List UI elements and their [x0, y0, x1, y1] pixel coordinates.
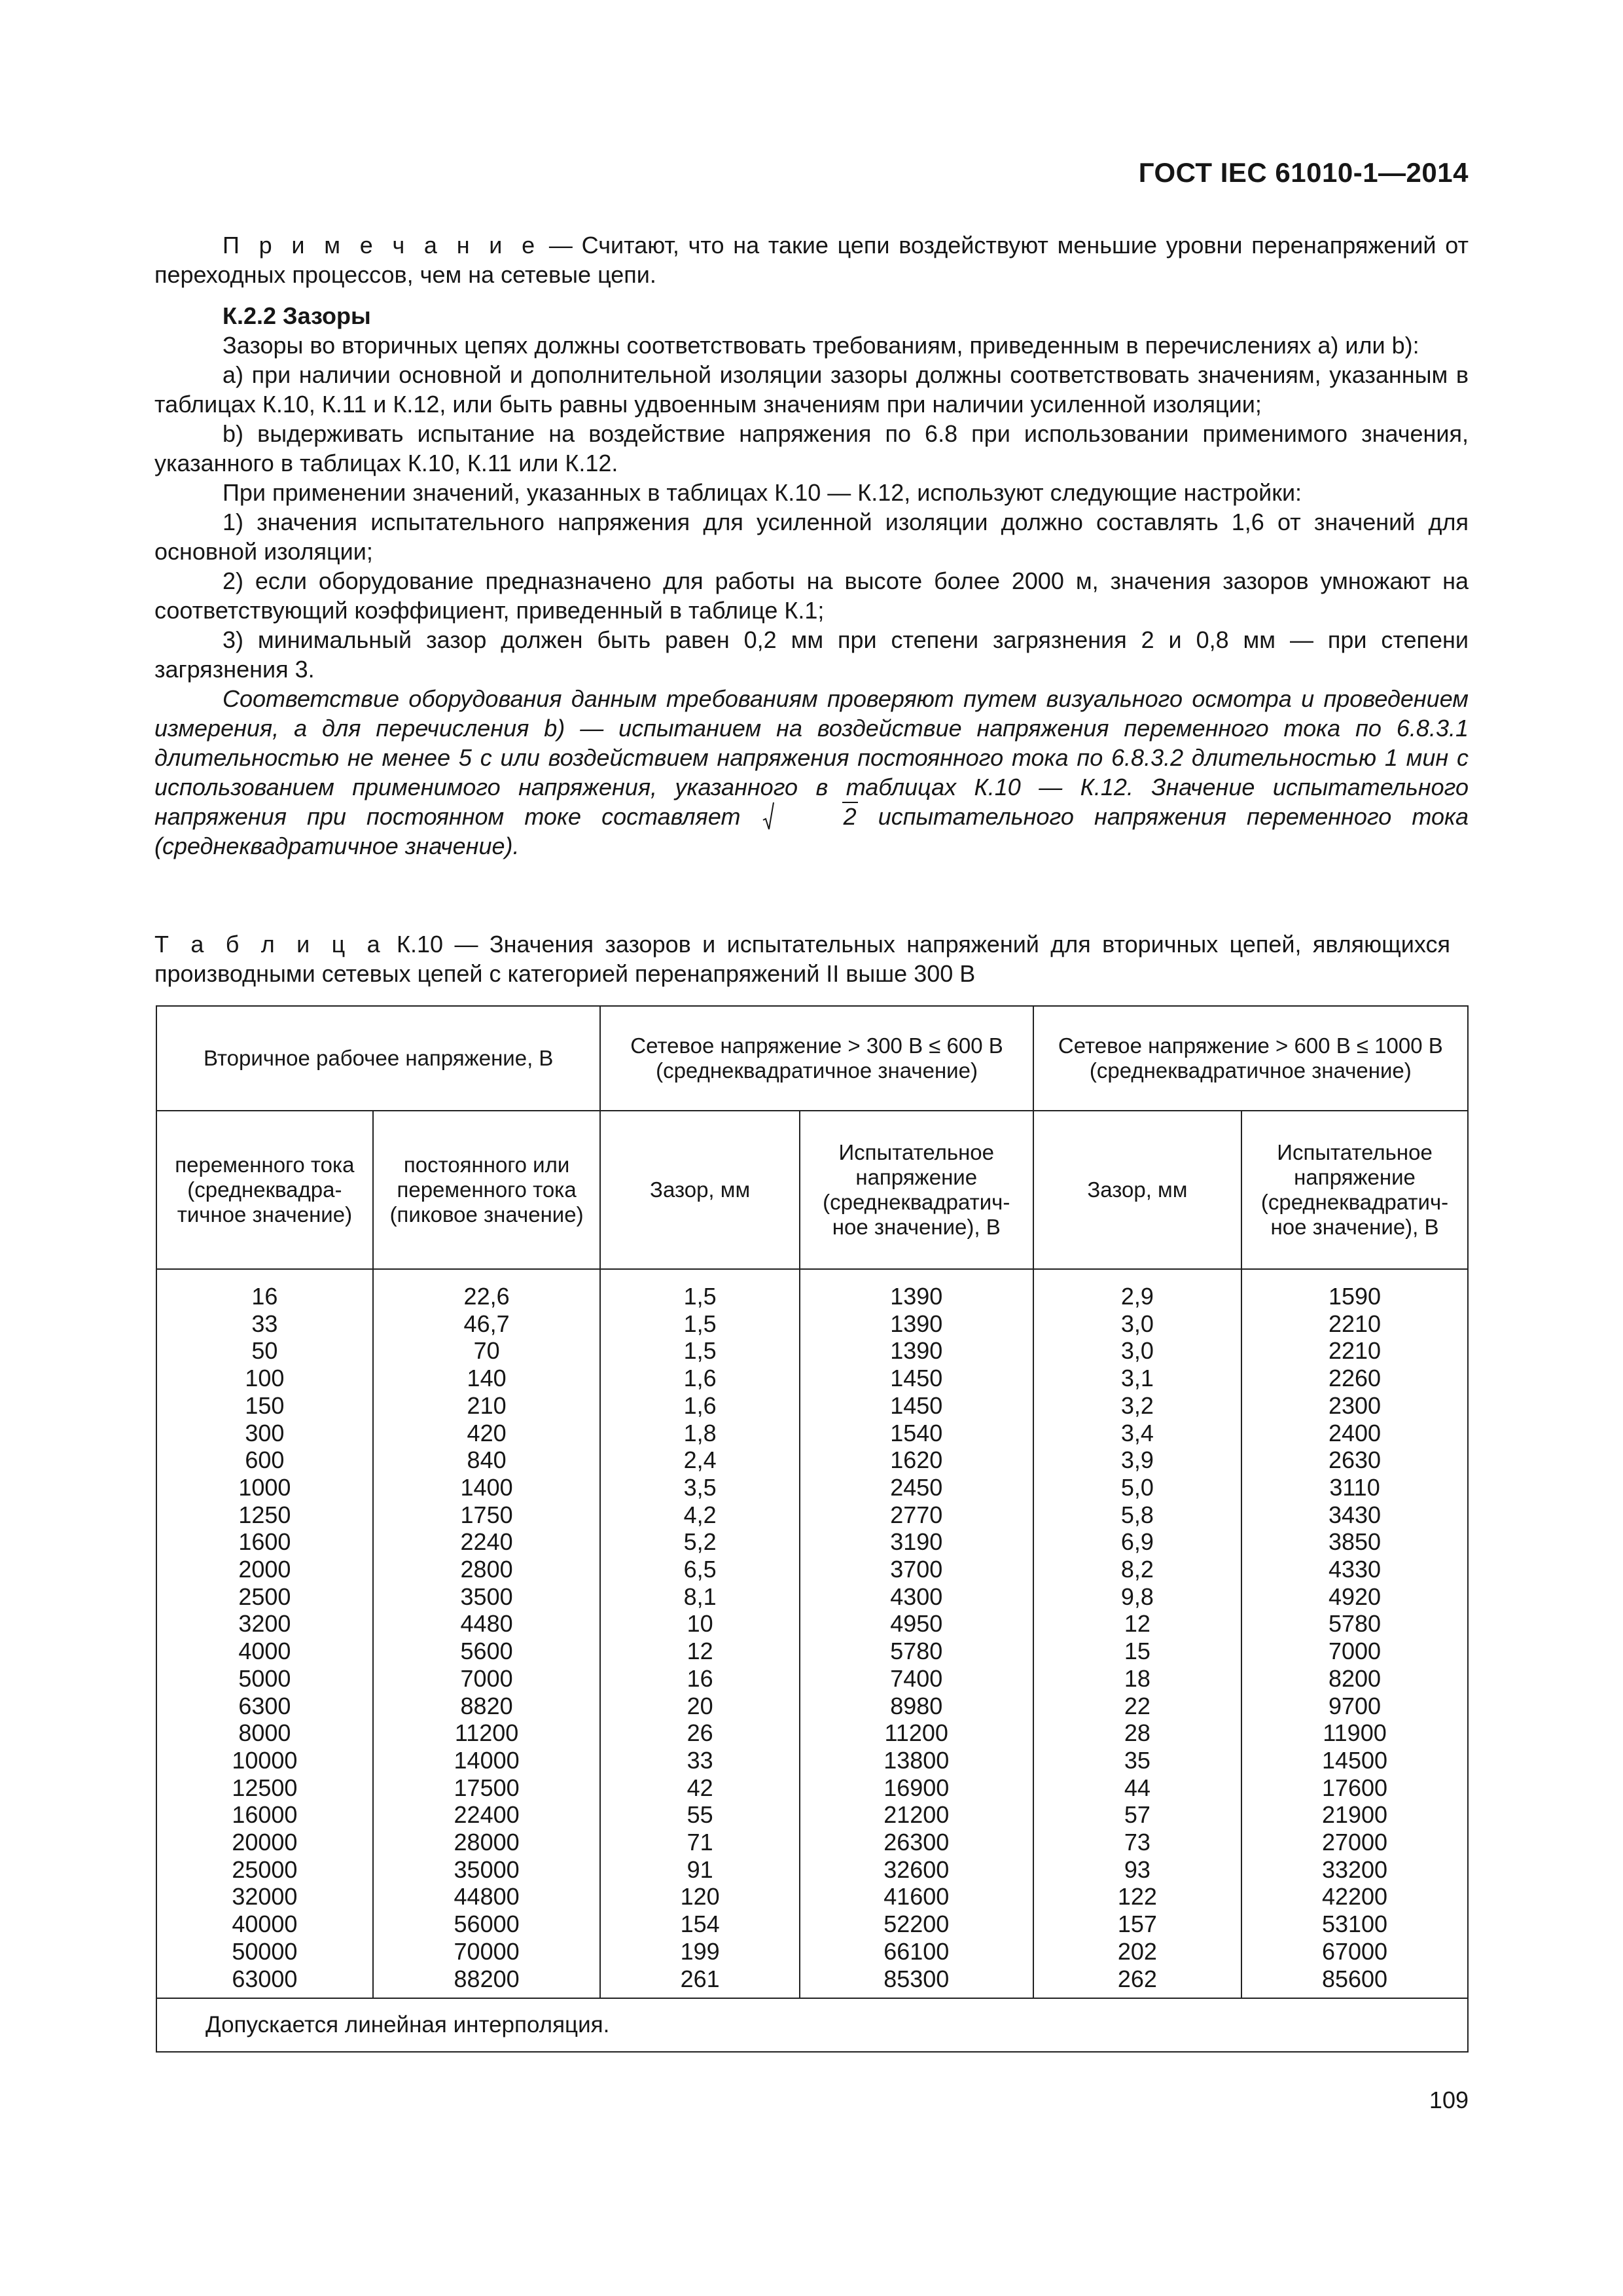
table-cell: 1,6 — [683, 1391, 717, 1419]
table-cell: 2630 — [1328, 1446, 1382, 1474]
body-text — [154, 230, 1469, 861]
table-cell: 12 — [687, 1638, 713, 1665]
table-cell: 40000 — [232, 1910, 298, 1938]
table-cell: 5,2 — [683, 1528, 717, 1556]
table-cell: 16 — [687, 1664, 713, 1692]
table-caption-text: К.10 — Значения зазоров и испытательных напряжений для вторичных цепей, являющихся производными сетевых цепей с категорией перенапряжений II выше 300 В — [154, 931, 1450, 987]
col-clearance-1-values — [600, 1269, 799, 1998]
table-cell: 1600 — [238, 1528, 291, 1556]
table-cell: 3110 — [1329, 1473, 1380, 1501]
sqrt-value: 2 — [843, 803, 857, 830]
clearance-table — [156, 1005, 1469, 2053]
table-cell: 14500 — [1321, 1746, 1388, 1774]
table-cell: 840 — [467, 1446, 507, 1474]
col-header-test-voltage-2: Испытательное напряжение (среднеквадратич-ное значение), В — [1241, 1111, 1468, 1269]
table-cell: 3,4 — [1120, 1419, 1154, 1446]
table-cell: 9700 — [1328, 1692, 1382, 1719]
sqrt-symbol — [762, 802, 858, 831]
table-cell: 140 — [467, 1365, 507, 1392]
table-cell: 5600 — [460, 1638, 513, 1665]
table-cell: 11900 — [1323, 1719, 1387, 1747]
paragraph: При применении значений, указанных в таблицах К.10 — К.12, используют следующие настройки: — [223, 479, 1302, 506]
table-cell: 11200 — [454, 1719, 519, 1747]
table-cell: 2500 — [238, 1583, 291, 1610]
table-cell: 56000 — [454, 1910, 520, 1938]
compliance-paragraph — [154, 684, 1469, 861]
paragraph: Зазоры во вторичных цепях должны соответствовать требованиям, приведенным в перечислениях а) или b): — [223, 332, 1419, 359]
table-cell: 26300 — [883, 1829, 950, 1856]
table-cell: 10000 — [232, 1746, 298, 1774]
table-cell: 3190 — [890, 1528, 943, 1556]
table-cell: 3,2 — [1120, 1391, 1154, 1419]
note-label: П р и м е ч а н и е — [223, 232, 541, 259]
table-cell: 8,1 — [683, 1583, 717, 1610]
table-cell: 18 — [1124, 1664, 1150, 1692]
table-cell: 6300 — [238, 1692, 291, 1719]
table-cell: 1,5 — [683, 1310, 717, 1337]
table-cell: 3200 — [238, 1610, 291, 1638]
table-cell: 50000 — [232, 1937, 298, 1965]
table-cell: 1,5 — [683, 1337, 717, 1365]
table-cell: 12500 — [232, 1774, 298, 1801]
table-cell: 20 — [687, 1692, 713, 1719]
table-cell: 33 — [687, 1746, 713, 1774]
col-header-clearance-1: Зазор, мм — [600, 1111, 799, 1269]
table-cell: 21900 — [1321, 1801, 1388, 1829]
table-cell: 4330 — [1328, 1556, 1382, 1583]
table-cell: 120 — [680, 1883, 720, 1910]
table-cell: 202 — [1117, 1937, 1157, 1965]
table-cell: 4300 — [890, 1583, 943, 1610]
table-cell: 2300 — [1328, 1391, 1382, 1419]
table-cell: 150 — [245, 1391, 285, 1419]
table-cell: 57 — [1124, 1801, 1150, 1829]
table-cell: 6,5 — [683, 1556, 717, 1583]
table-caption-label: Т а б л и ц а — [154, 931, 385, 958]
table-cell: 2450 — [890, 1473, 943, 1501]
table-cell: 16900 — [883, 1774, 950, 1801]
table-cell: 32600 — [883, 1856, 950, 1883]
table-cell: 420 — [467, 1419, 507, 1446]
table-cell: 4,2 — [683, 1501, 717, 1528]
paragraph: 2) если оборудование предназначено для работы на высоте более 2000 м, значения зазоров умножают на соответствующий коэффициент, приведенный в таблице К.1; — [154, 567, 1469, 624]
group-header-mains-600-1000: Сетевое напряжение > 600 В ≤ 1000 В (среднеквадратичное значение) — [1033, 1006, 1468, 1111]
table-cell: 1450 — [890, 1365, 943, 1392]
table-cell: 1000 — [238, 1473, 291, 1501]
table-cell: 7000 — [1328, 1638, 1382, 1665]
table-cell: 122 — [1117, 1883, 1157, 1910]
table-cell: 154 — [680, 1910, 720, 1938]
table-cell: 66100 — [883, 1937, 950, 1965]
table-cell: 42200 — [1321, 1883, 1388, 1910]
table-cell: 2210 — [1328, 1310, 1382, 1337]
table-cell: 100 — [245, 1365, 285, 1392]
table-cell: 8,2 — [1120, 1556, 1154, 1583]
table-cell: 53100 — [1321, 1910, 1388, 1938]
table-cell: 32000 — [232, 1883, 298, 1910]
table-cell: 12 — [1124, 1610, 1150, 1638]
table-cell: 300 — [245, 1419, 285, 1446]
table-cell: 5000 — [238, 1664, 291, 1692]
group-header-secondary-voltage: Вторичное рабочее напряжение, В — [156, 1006, 600, 1111]
table-cell: 5,0 — [1120, 1473, 1154, 1501]
table-caption — [154, 929, 1450, 988]
table-cell: 25000 — [232, 1856, 298, 1883]
table-cell: 85300 — [883, 1965, 950, 1992]
table-cell: 93 — [1124, 1856, 1150, 1883]
table-cell: 44800 — [454, 1883, 520, 1910]
table-cell: 35000 — [454, 1856, 520, 1883]
paragraph: 3) минимальный зазор должен быть равен 0,2 мм при степени загрязнения 2 и 0,8 мм — при степени загрязнения 3. — [154, 626, 1469, 683]
col-clearance-2-values — [1033, 1269, 1241, 1998]
table-cell: 16 — [251, 1283, 278, 1310]
table-cell: 5,8 — [1120, 1501, 1154, 1528]
table-cell: 16000 — [232, 1801, 298, 1829]
table-cell: 10 — [687, 1610, 713, 1638]
table-cell: 15 — [1124, 1638, 1150, 1665]
table-cell: 70000 — [454, 1937, 520, 1965]
compliance-text-part2: испытательного напряжения переменного тока (среднеквадратичное значение). — [154, 803, 1469, 859]
table-cell: 1750 — [460, 1501, 513, 1528]
table-cell: 2260 — [1328, 1365, 1382, 1392]
table-cell: 3,0 — [1120, 1337, 1154, 1365]
col-test-voltage-1-values — [800, 1269, 1033, 1998]
table-cell: 3,0 — [1120, 1310, 1154, 1337]
table-cell: 42 — [687, 1774, 713, 1801]
document-header: ГОСТ IEC 61010-1—2014 — [1138, 157, 1469, 188]
table-cell: 8000 — [238, 1719, 291, 1747]
table-cell: 1,5 — [683, 1283, 717, 1310]
table-cell: 3850 — [1328, 1528, 1382, 1556]
table-group-header-row — [156, 1006, 1468, 1111]
table-cell: 1390 — [890, 1310, 943, 1337]
table-cell: 28 — [1124, 1719, 1150, 1747]
table-cell: 2000 — [238, 1556, 291, 1583]
table-cell: 2800 — [460, 1556, 513, 1583]
table-cell: 1390 — [890, 1337, 943, 1365]
table-cell: 199 — [680, 1937, 720, 1965]
table-cell: 67000 — [1321, 1937, 1388, 1965]
table-cell: 46,7 — [463, 1310, 510, 1337]
compliance-text-part1: Соответствие оборудования данным требованиям проверяют путем визуального осмотра и проведением измерения, а для перечисления b) — испытанием на воздействие напряжения переменного тока по 6.8.3.1 длительностью не менее 5 с или воздействием напряжения постоянного тока по 6.8.3.2 длительностью 1 мин с использованием применимого напряжения, указанного в таблицах К.10 — К.12. Значение испытательного напряжения при постоянном токе составляет — [154, 685, 1469, 830]
table-cell: 71 — [687, 1829, 713, 1856]
table-cell: 41600 — [883, 1883, 950, 1910]
table-cell: 7400 — [890, 1664, 943, 1692]
table-cell: 28000 — [454, 1829, 520, 1856]
page-number: 109 — [1429, 2087, 1469, 2113]
note-paragraph — [154, 230, 1469, 289]
table-cell: 13800 — [883, 1746, 950, 1774]
table-cell: 1,6 — [683, 1365, 717, 1392]
table-cell: 3,5 — [683, 1473, 717, 1501]
paragraph: а) при наличии основной и дополнительной изоляции зазоры должны соответствовать значениям, указанным в таблицах К.10, К.11 и К.12, или быть равны удвоенным значениям при наличии усиленной изоляции; — [154, 361, 1469, 418]
table-cell: 20000 — [232, 1829, 298, 1856]
table-cell: 600 — [245, 1446, 285, 1474]
col-test-voltage-2-values — [1241, 1269, 1468, 1998]
paragraph: b) выдерживать испытание на воздействие напряжения по 6.8 при использовании применимого значения, указанного в таблицах К.10, К.11 или К.12. — [154, 420, 1469, 476]
table-cell: 17600 — [1321, 1774, 1388, 1801]
table-cell: 262 — [1117, 1965, 1157, 1992]
table-cell: 2400 — [1328, 1419, 1382, 1446]
paragraph: 1) значения испытательного напряжения для усиленной изоляции должно составлять 1,6 от значений для основной изоляции; — [154, 509, 1469, 565]
table-footnote: Допускается линейная интерполяция. — [156, 1998, 1468, 2052]
table-cell: 9,8 — [1120, 1583, 1154, 1610]
table-footnote-row — [156, 1998, 1468, 2052]
table-cell: 2770 — [890, 1501, 943, 1528]
table-cell: 8820 — [460, 1692, 513, 1719]
table-cell: 1590 — [1328, 1283, 1382, 1310]
table-cell: 88200 — [454, 1965, 520, 1992]
table-cell: 4000 — [238, 1638, 291, 1665]
table-cell: 4920 — [1328, 1583, 1382, 1610]
note-text: — Считают, что на такие цепи воздействуют меньшие уровни перенапряжений от переходных процессов, чем на сетевые цепи. — [154, 232, 1469, 288]
table-cell: 7000 — [460, 1664, 513, 1692]
table-cell: 8200 — [1328, 1664, 1382, 1692]
table-cell: 2240 — [460, 1528, 513, 1556]
table-cell: 22400 — [454, 1801, 520, 1829]
col-header-ac-rms: переменного тока (среднеквадра-тичное значение) — [156, 1111, 373, 1269]
table-cell: 1620 — [890, 1446, 943, 1474]
col-dc-peak-values — [373, 1269, 601, 1998]
table-cell: 5780 — [890, 1638, 943, 1665]
table-cell: 3,9 — [1120, 1446, 1154, 1474]
table-cell: 27000 — [1321, 1829, 1388, 1856]
table-cell: 1250 — [238, 1501, 291, 1528]
table-cell: 2,4 — [683, 1446, 717, 1474]
table-cell: 21200 — [883, 1801, 950, 1829]
table-cell: 52200 — [883, 1910, 950, 1938]
table-cell: 4950 — [890, 1610, 943, 1638]
table-cell: 33200 — [1321, 1856, 1388, 1883]
table-cell: 2210 — [1328, 1337, 1382, 1365]
table-cell: 11200 — [884, 1719, 948, 1747]
table-cell: 3700 — [890, 1556, 943, 1583]
table-cell: 210 — [467, 1391, 507, 1419]
section-title: К.2.2 Зазоры — [223, 302, 371, 329]
table-cell: 3,1 — [1120, 1365, 1154, 1392]
table-cell: 5780 — [1328, 1610, 1382, 1638]
col-header-clearance-2: Зазор, мм — [1033, 1111, 1241, 1269]
table-cell: 22,6 — [463, 1283, 510, 1310]
table-cell: 1540 — [890, 1419, 943, 1446]
table-cell: 3430 — [1328, 1501, 1382, 1528]
table-cell: 4480 — [460, 1610, 513, 1638]
table-cell: 1,8 — [683, 1419, 717, 1446]
table-cell: 261 — [680, 1965, 720, 1992]
table-cell: 91 — [687, 1856, 713, 1883]
col-header-test-voltage-1: Испытательное напряжение (среднеквадратич-ное значение), В — [800, 1111, 1033, 1269]
table-cell: 85600 — [1321, 1965, 1388, 1992]
table-column-header-row — [156, 1111, 1468, 1269]
group-header-mains-300-600: Сетевое напряжение > 300 В ≤ 600 В (среднеквадратичное значение) — [600, 1006, 1033, 1111]
table-cell: 50 — [251, 1337, 278, 1365]
col-ac-rms-values — [156, 1269, 373, 1998]
table-cell: 6,9 — [1120, 1528, 1154, 1556]
table-cell: 26 — [687, 1719, 713, 1747]
table-cell: 55 — [687, 1801, 713, 1829]
table-cell: 1450 — [890, 1391, 943, 1419]
table-cell: 8980 — [890, 1692, 943, 1719]
table-cell: 44 — [1124, 1774, 1150, 1801]
table-cell: 1390 — [890, 1283, 943, 1310]
table-cell: 70 — [473, 1337, 500, 1365]
table-cell: 17500 — [454, 1774, 520, 1801]
table-cell: 14000 — [454, 1746, 520, 1774]
table-cell: 73 — [1124, 1829, 1150, 1856]
table-cell: 2,9 — [1120, 1283, 1154, 1310]
table-cell: 3500 — [460, 1583, 513, 1610]
table-cell: 1400 — [460, 1473, 513, 1501]
table-cell: 35 — [1124, 1746, 1150, 1774]
col-header-dc-peak: постоянного или переменного тока (пиковое значение) — [373, 1111, 601, 1269]
table-body-row — [156, 1269, 1468, 1998]
table-cell: 157 — [1117, 1910, 1157, 1938]
table-cell: 63000 — [232, 1965, 298, 1992]
table-cell: 22 — [1124, 1692, 1150, 1719]
table-cell: 33 — [251, 1310, 278, 1337]
